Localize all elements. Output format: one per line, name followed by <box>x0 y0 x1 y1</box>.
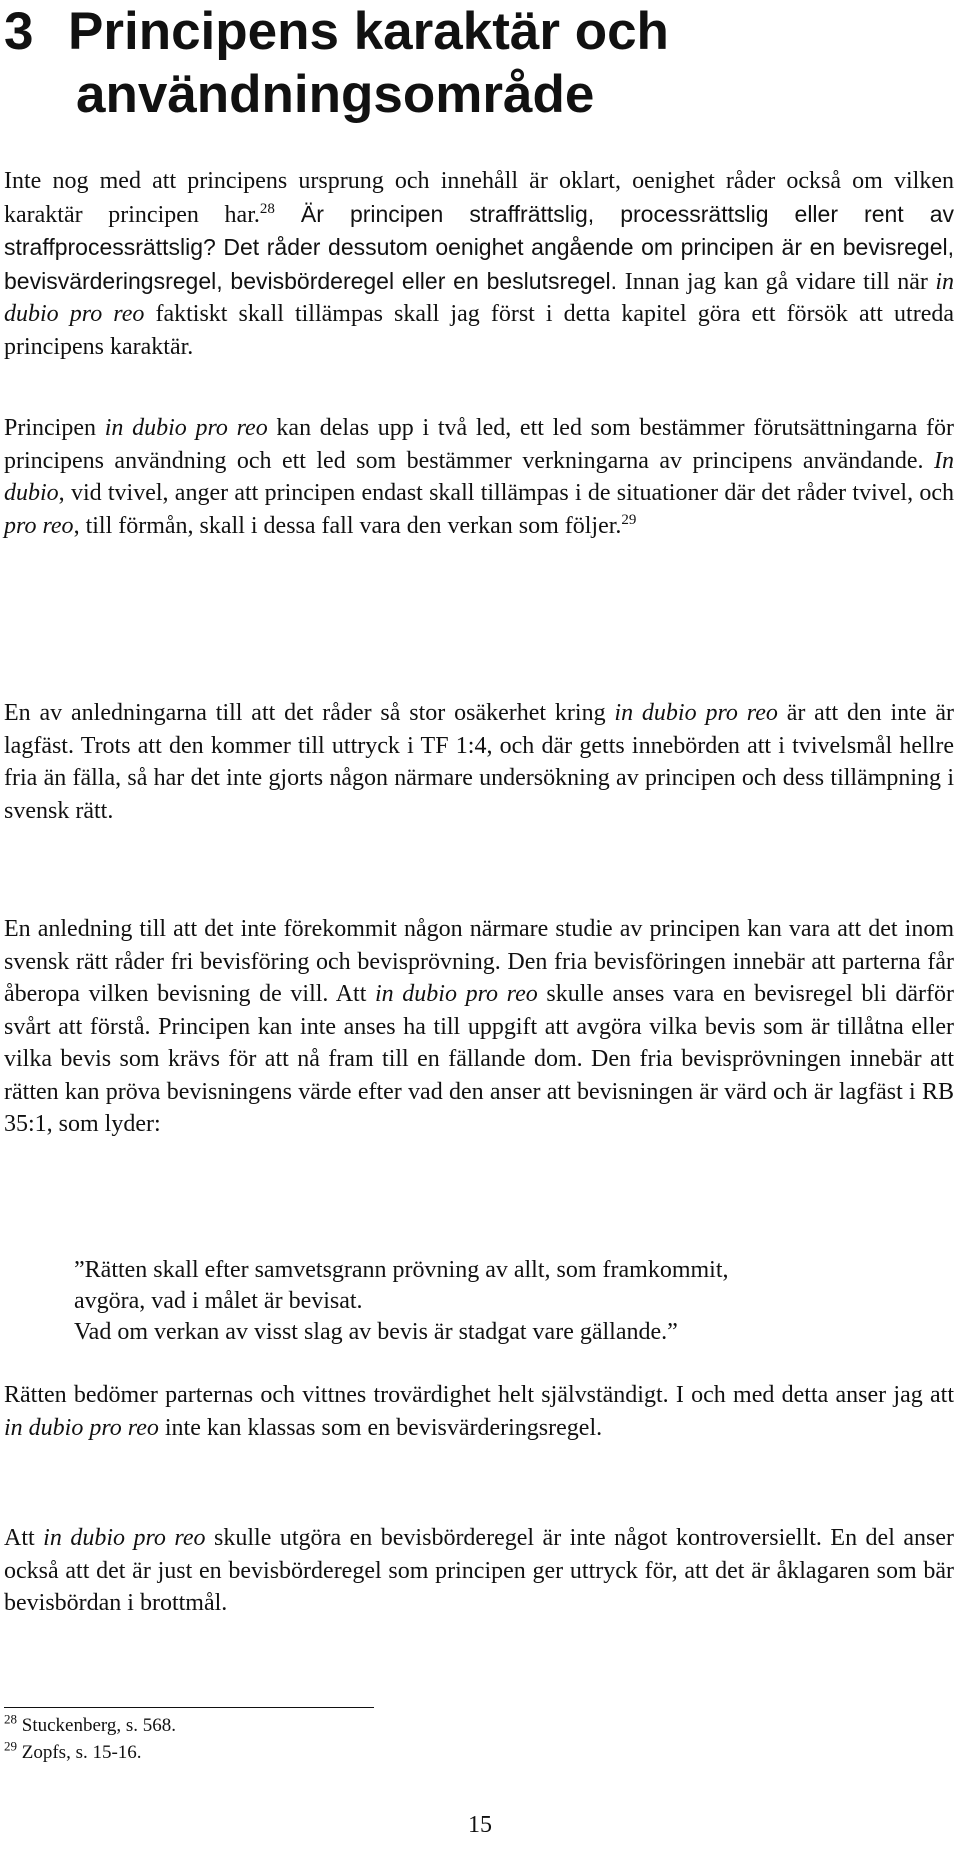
footnote-ref-29[interactable]: 29 <box>621 511 637 528</box>
p3-text-1: En av anledningarna till att det råder så stor osäkerhet kring <box>4 700 615 726</box>
footnote-number: 28 <box>4 1711 17 1727</box>
chapter-title-line2: användningsområde <box>76 65 595 124</box>
p2-text-4: , till förmån, skall i dessa fall vara den verkan som följer. <box>73 512 622 539</box>
p6-text-1: Att <box>4 1525 44 1551</box>
p4-text-1: En anledning till att det inte förekommit någon närmare studie av principen kan vara att det inom svensk rätt råder fri bevisföring och bevisprövning. Den fria bevisföringen innebär att parterna får åberopa vilken bevisning de vill. Att <box>4 916 954 1007</box>
footnote-text: Zopfs, s. 15-16. <box>17 1742 142 1763</box>
p3-italic-phrase: in dubio pro reo <box>614 700 778 726</box>
p4-italic-phrase: in dubio pro reo <box>375 981 538 1007</box>
footnote-28 <box>4 1712 604 1739</box>
p1-text-1: Inte nog med att principens ursprung och innehåll är oklart, oenighet råder också om vilken karaktär principen har. <box>4 168 954 228</box>
chapter-number: 3 <box>4 2 34 61</box>
p6-text-2: skulle utgöra en bevisbörderegel är inte något kontroversiellt. En del anser också att det är just en bevisbörderegel som principen ger uttryck för, att det är åklagaren som bär bevisbördan i brottmål. <box>4 1525 955 1616</box>
chapter-title-line1: Principens karaktär och <box>68 2 669 61</box>
page-number: 15 <box>468 1812 492 1838</box>
paragraph-1 <box>4 165 954 363</box>
p2-text-2: kan delas upp i två led, ett led som bestämmer förutsättningarna för principens användning och ett led som bestämmer verkningarna av principens användande. <box>4 415 954 474</box>
paragraph-6 <box>4 1522 954 1620</box>
p5-italic-phrase: in dubio pro reo <box>4 1414 159 1441</box>
footnote-number: 29 <box>4 1738 17 1754</box>
paragraph-2 <box>4 412 954 542</box>
p5-text-1: Rätten bedömer parternas och vittnes trovärdighet helt självständigt. I och med detta anser jag att <box>4 1382 954 1408</box>
law-quote <box>74 1255 954 1348</box>
paragraph-4 <box>4 913 954 1141</box>
p1-text-3: Innan jag kan gå vidare till när <box>624 268 936 295</box>
footnote-ref-28[interactable]: 28 <box>259 200 275 217</box>
p1-text-2: Är principen straffrättslig, processrättslig eller rent av straffprocessrättslig? Det råder dessutom oenighet angående om principen är en bevisregel, bevisvärderingsregel, bevisbörderegel eller en beslutsregel. <box>4 200 954 294</box>
footnote-29 <box>4 1739 604 1766</box>
paragraph-3 <box>4 697 954 827</box>
p2-text-3: , vid tvivel, anger att principen endast skall tillämpas i de situationer där det råder tvivel, och <box>58 480 954 506</box>
p2-text-1: Principen <box>4 415 105 441</box>
p3-text-2: är att den inte är lagfäst. Trots att den kommer till uttryck i TF 1:4, och där getts innebörden att i tvivelsmål hellre fria än fälla, så har det inte gjorts någon närmare undersökning av principen och dess tillämpning i svensk rätt. <box>4 700 954 824</box>
p4-text-2: skulle anses vara en bevisregel bli därför svårt att förstå. Principen kan inte anses ha till uppgift att avgöra vilka bevis som är tillåtna eller vilka bevis som krävs för att nå fram till en fällande dom. Den fria bevisprövningen innebär att rätten kan pröva bevisningens värde efter vad den anser att bevisningen är värd och är lagfäst i RB 35:1, som lyder: <box>4 981 955 1137</box>
p1-italic-phrase: in dubio pro reo <box>4 268 954 327</box>
footnotes <box>4 1712 604 1766</box>
paragraph-5 <box>4 1379 954 1444</box>
p2-italic-phrase-2: In dubio <box>4 447 954 506</box>
p6-italic-phrase: in dubio pro reo <box>43 1525 206 1551</box>
chapter-heading <box>4 0 944 126</box>
p1-text-4: faktiskt skall tillämpas skall jag först i detta kapitel göra ett försök att utreda principens karaktär. <box>4 301 955 360</box>
footnote-text: Stuckenberg, s. 568. <box>17 1715 177 1736</box>
footnote-divider <box>4 1707 374 1708</box>
p2-italic-phrase-3: pro reo <box>4 512 74 539</box>
p2-italic-phrase-1: in dubio pro reo <box>104 415 268 441</box>
quote-line-1: ”Rätten skall efter samvetsgrann prövning av allt, som framkommit, <box>74 1257 729 1283</box>
quote-line-3: Vad om verkan av visst slag av bevis är stadgat vare gällande.” <box>74 1319 678 1345</box>
p5-text-2: inte kan klassas som en bevisvärderingsregel. <box>158 1414 603 1441</box>
quote-line-2: avgöra, vad i målet är bevisat. <box>74 1288 363 1314</box>
